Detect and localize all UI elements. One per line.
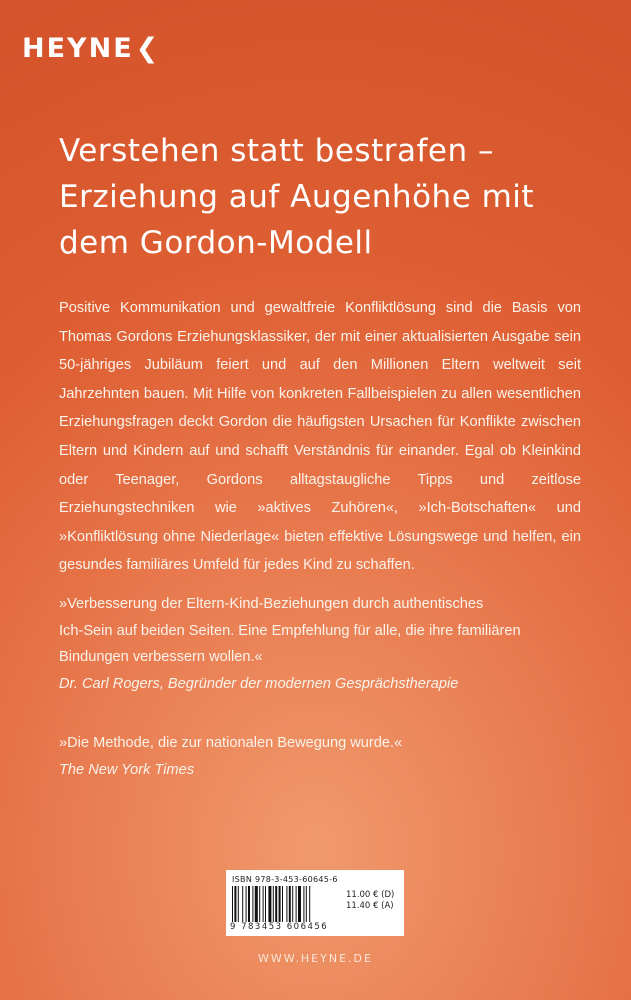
quote-nyt-source: The New York Times — [59, 761, 195, 778]
website-url: WWW.HEYNE.DE — [258, 952, 373, 965]
publisher-name: HEYNE — [22, 33, 134, 64]
barcode-box — [226, 870, 404, 936]
quote-rogers-line-1: »Verbesserung der Eltern-Kind-Beziehungen durch authentisches — [59, 596, 484, 612]
publisher-mark-icon: ❮ — [135, 33, 161, 64]
barcode-icon — [232, 886, 340, 922]
price-at: 11.40 € (A) — [346, 901, 394, 911]
quote-nyt-line-1: »Die Methode, die zur nationalen Bewegung wurde.« — [59, 735, 403, 751]
publisher-logo — [22, 33, 160, 64]
quote-rogers-source: Dr. Carl Rogers, Begründer der modernen Gesprächstherapie — [59, 675, 459, 692]
quote-rogers-line-2: Ich-Sein auf beiden Seiten. Eine Empfehlung für alle, die ihre familiären — [59, 622, 521, 639]
headline-line-2: Erziehung auf Augenhöhe mit — [59, 179, 535, 215]
quote-rogers — [59, 591, 599, 697]
price-de: 11.00 € (D) — [346, 890, 395, 900]
headline-line-1: Verstehen statt bestrafen – — [59, 133, 494, 169]
headline — [59, 128, 599, 266]
quote-rogers-line-3: Bindungen verbessern wollen.« — [59, 649, 263, 665]
headline-line-3: dem Gordon-Modell — [59, 225, 373, 261]
blurb-text: Positive Kommunikation und gewaltfreie Konfliktlösung sind die Basis von Thomas Gordons Erziehungsklassiker, der mit einer aktualisierten Ausgabe sein 50-jähriges Jubiläum feiert und auf den Millionen Eltern weltweit seit Jahrzehnten bauen. Mit Hilfe von konkreten Fallbeispielen zu allen wesentlichen Erziehungsfragen deckt Gordon die häufigsten Ursachen für Konflikte zwischen Eltern und Kindern auf und schafft Verständnis für einander. Egal ob Kleinkind oder Teenager, Gordons alltagstaugliche Tipps und zeitlose Erziehungstechniken wie »aktives Zuhören«, »Ich-Botschaften« und »Konfliktlösung ohne Niederlage« bieten effektive Lösungswege und helfen, ein gesundes familiäres Umfeld für jedes Kind zu schaffen. — [59, 300, 581, 574]
barcode-digits: 9 783453 606456 — [230, 922, 329, 932]
price-block — [346, 890, 394, 912]
isbn-label: ISBN 978-3-453-60645-6 — [232, 875, 338, 884]
quote-nyt — [59, 730, 599, 783]
